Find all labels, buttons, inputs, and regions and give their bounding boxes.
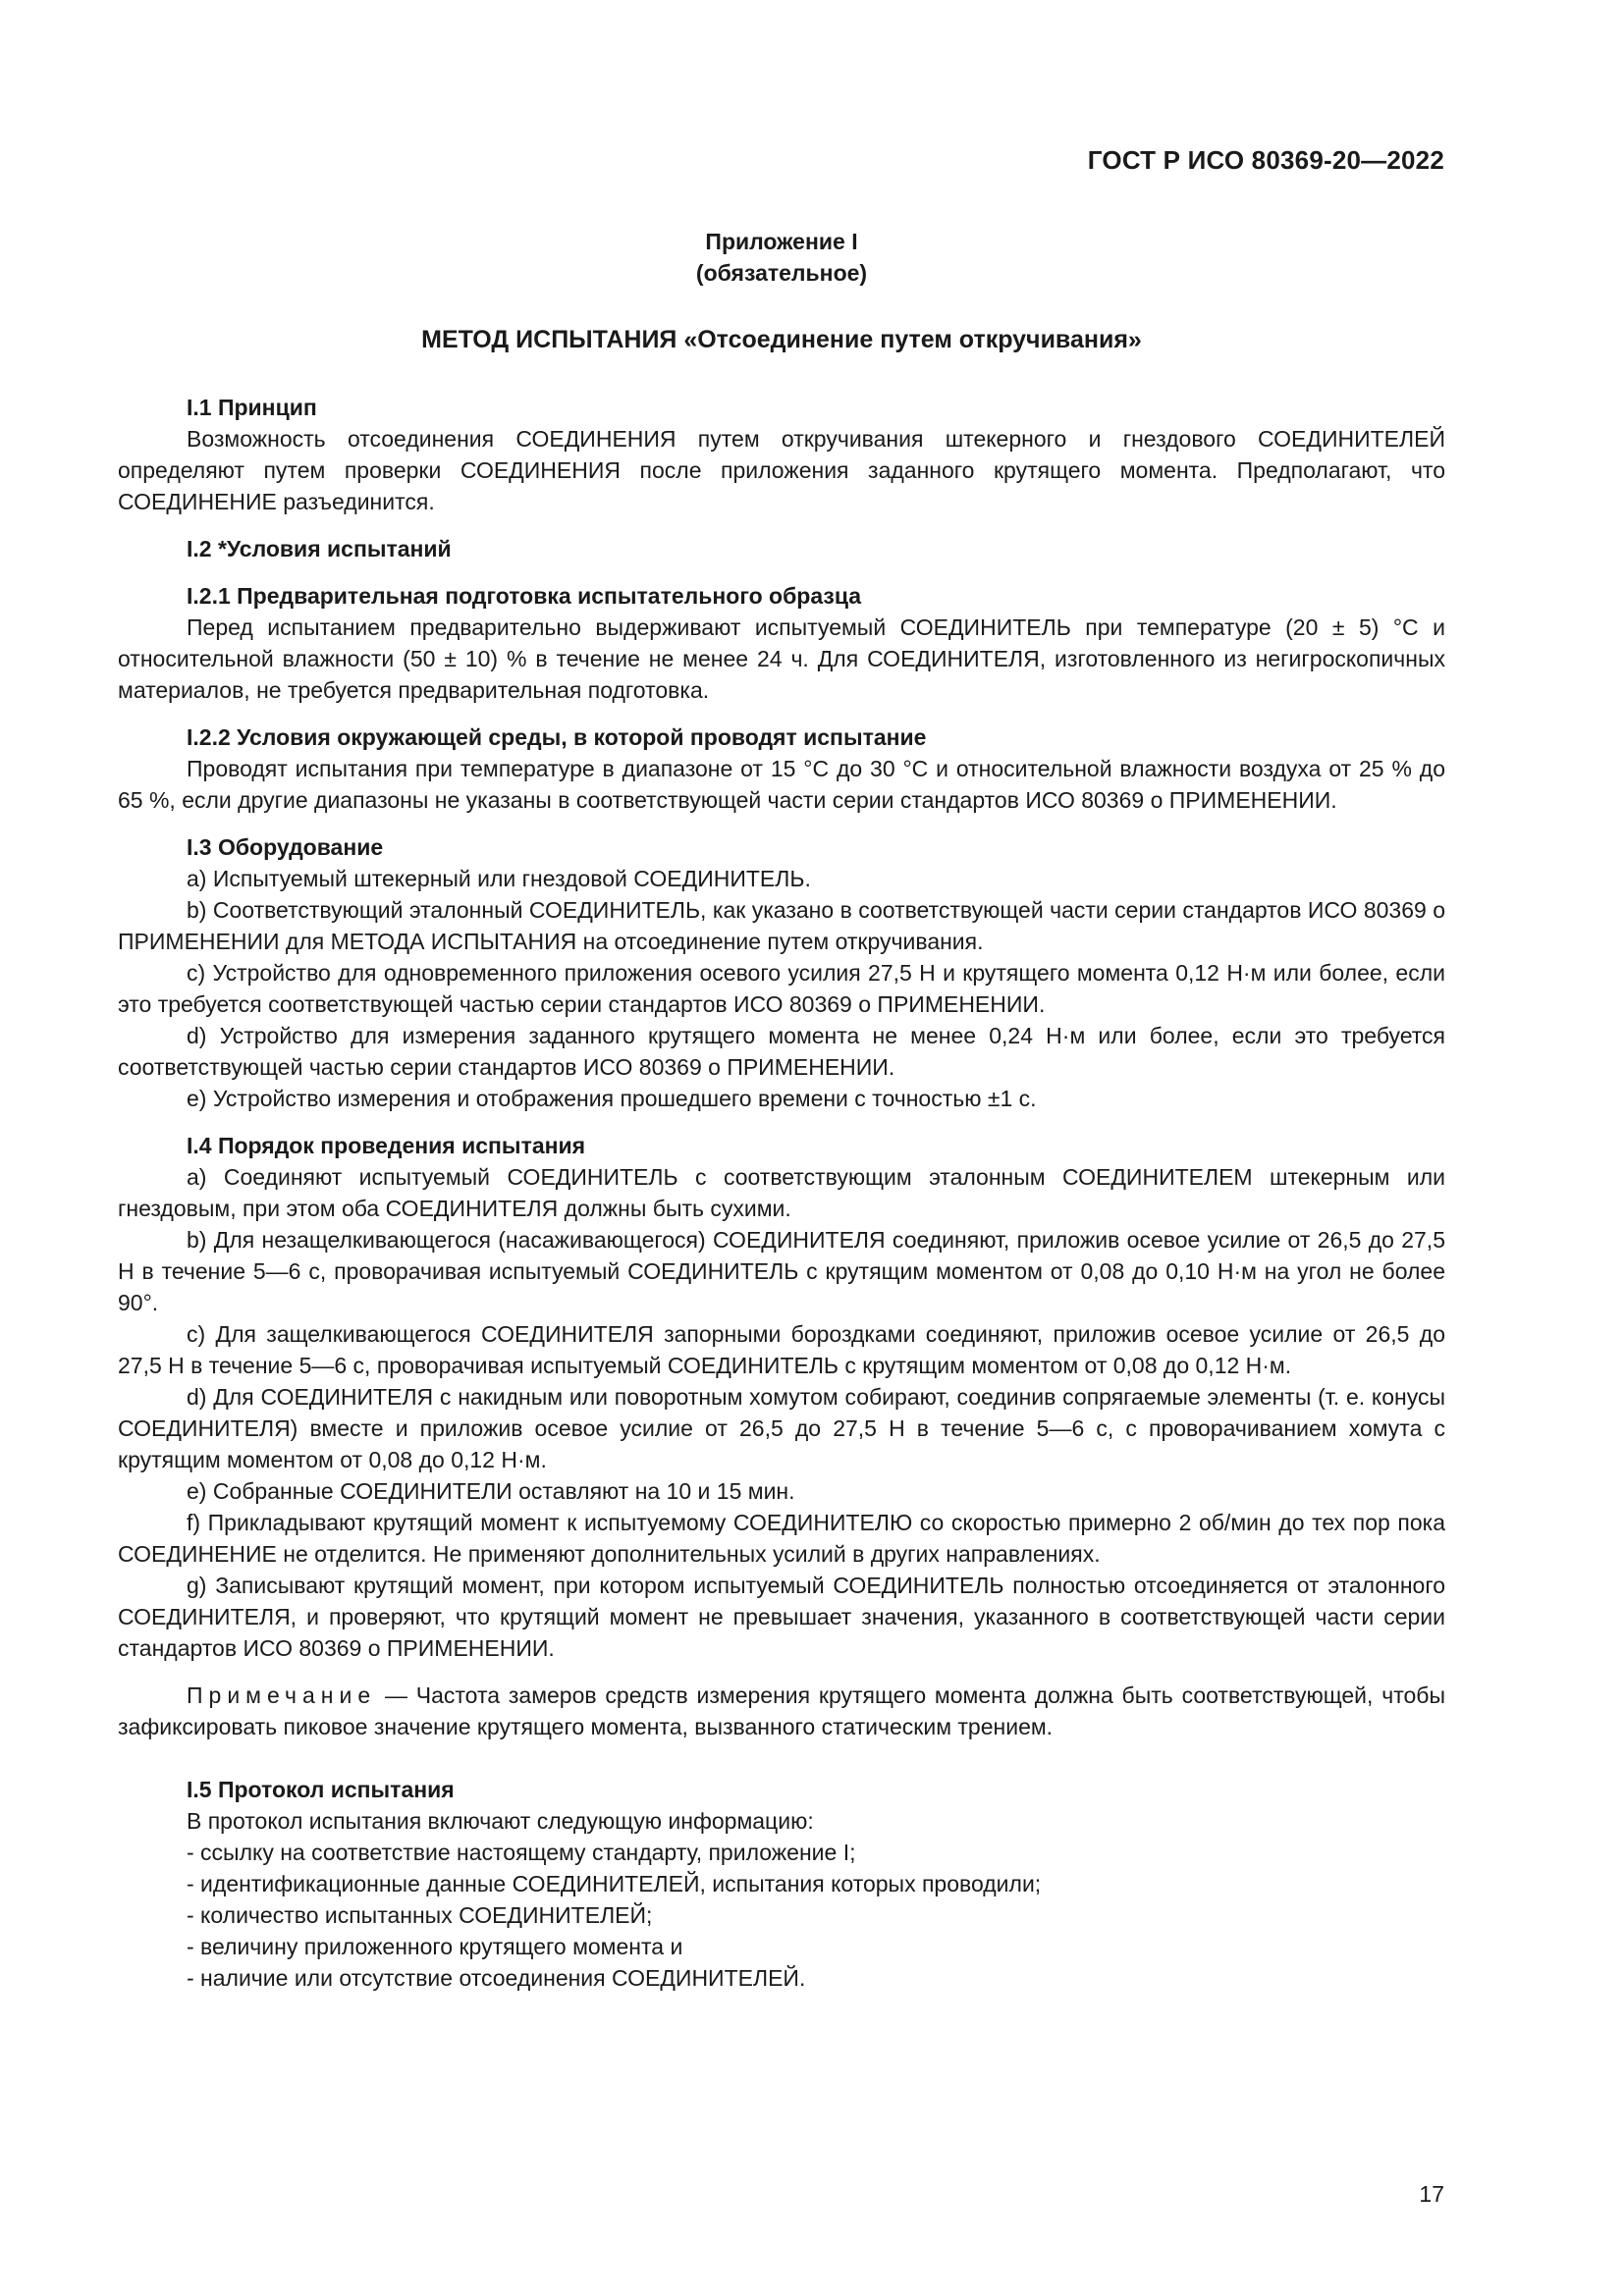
paragraph: Возможность отсоединения СОЕДИНЕНИЯ путем откручивания штекерного и гнездового СОЕДИНИТЕЛЕЙ определяют путем проверки СОЕДИНЕНИЯ после приложения заданного крутящего момента. Предполагают, что СОЕДИНЕНИЕ разъединится. (118, 426, 1445, 514)
list-item: - ссылку на соответствие настоящему стандарту, приложение I; (187, 1840, 856, 1865)
list-item: а) Испытуемый штекерный или гнездовой СОЕДИНИТЕЛЬ. (187, 866, 811, 891)
section-heading: I.2 *Условия испытаний (187, 536, 452, 561)
paragraph: В протокол испытания включают следующую информацию: (187, 1808, 814, 1834)
list-item: - величину приложенного крутящего момента и (187, 1934, 683, 1959)
list-item: - количество испытанных СОЕДИНИТЕЛЕЙ; (187, 1902, 653, 1928)
list-item: с) Устройство для одновременного приложения осевого усилия 27,5 Н и крутящего момента 0,12 Н·м или более, если это требуется соответствующей частью серии стандартов ИСО 80369 о ПРИМЕНЕНИИ. (118, 960, 1445, 1017)
method-title: МЕТОД ИСПЫТАНИЯ «Отсоединение путем откручивания» (421, 326, 1142, 353)
annex-status: (обязательное) (695, 260, 868, 286)
paragraph: Перед испытанием предварительно выдерживают испытуемый СОЕДИНИТЕЛЬ при температуре (20 ± 5) °С и относительной влажности (50 ± 10) % в течение не менее 24 ч. Для СОЕДИНИТЕЛЯ, изготовленного из негигроскопичных материалов, не требуется предварительная подготовка. (118, 614, 1445, 703)
section-heading: I.3 Оборудование (187, 834, 384, 860)
section-heading: I.4 Порядок проведения испытания (187, 1133, 586, 1158)
note-label: Примечание (187, 1682, 377, 1708)
annex-title: Приложение I (705, 229, 858, 254)
list-item: f) Прикладывают крутящий момент к испытуемому СОЕДИНИТЕЛЮ со скоростью примерно 2 об/мин до тех пор пока СОЕДИНЕНИЕ не отделится. Не применяют дополнительных усилий в других направлениях. (118, 1510, 1445, 1567)
note-text: — Частота замеров средств измерения крутящего момента должна быть соответствующей, чтобы зафиксировать пиковое значение крутящего момента, вызванного статическим трением. (118, 1682, 1445, 1739)
paragraph: Проводят испытания при температуре в диапазоне от 15 °С до 30 °С и относительной влажности воздуха от 25 % до 65 %, если другие диапазоны не указаны в соответствующей части серии стандартов ИСО 80369 о ПРИМЕНЕНИИ. (118, 756, 1445, 813)
list-item: b) Соответствующий эталонный СОЕДИНИТЕЛЬ, как указано в соответствующей части серии стандартов ИСО 80369 о ПРИМЕНЕНИИ для МЕТОДА ИСПЫТАНИЯ на отсоединение путем откручивания. (118, 897, 1445, 954)
section-heading: I.2.1 Предварительная подготовка испытательного образца (187, 583, 862, 609)
section-heading: I.2.2 Условия окружающей среды, в которой проводят испытание (187, 724, 927, 750)
list-item: d) Для СОЕДИНИТЕЛЯ с накидным или поворотным хомутом собирают, соединив сопрягаемые элементы (т. е. конусы СОЕДИНИТЕЛЯ) вместе и приложив осевое усилие от 26,5 до 27,5 Н в течение 5—6 с, с проворачиванием хомута с крутящим моментом от 0,08 до 0,12 Н·м. (118, 1384, 1445, 1472)
page-number: 17 (1419, 2181, 1444, 2207)
list-item: d) Устройство для измерения заданного крутящего момента не менее 0,24 Н·м или более, если это требуется соответствующей частью серии стандартов ИСО 80369 о ПРИМЕНЕНИИ. (118, 1023, 1445, 1080)
standard-code: ГОСТ Р ИСО 80369-20—2022 (1087, 145, 1444, 175)
list-item: с) Для защелкивающегося СОЕДИНИТЕЛЯ запорными бороздками соединяют, приложив осевое усилие от 26,5 до 27,5 Н в течение 5—6 с, проворачивая испытуемый СОЕДИНИТЕЛЬ с крутящим моментом от 0,08 до 0,12 Н·м. (118, 1321, 1445, 1378)
section-heading: I.5 Протокол испытания (187, 1777, 455, 1802)
list-item: g) Записывают крутящий момент, при котором испытуемый СОЕДИНИТЕЛЬ полностью отсоединяется от эталонного СОЕДИНИТЕЛЯ, и проверяют, что крутящий момент не превышает значения, указанного в соответствующей части серии стандартов ИСО 80369 о ПРИМЕНЕНИИ. (118, 1573, 1445, 1661)
list-item: - идентификационные данные СОЕДИНИТЕЛЕЙ, испытания которых проводили; (187, 1871, 1042, 1896)
list-item: е) Устройство измерения и отображения прошедшего времени с точностью ±1 с. (187, 1086, 1037, 1111)
note (118, 1680, 1445, 1742)
list-item: а) Соединяют испытуемый СОЕДИНИТЕЛЬ с соответствующим эталонным СОЕДИНИТЕЛЕМ штекерным или гнездовым, при этом оба СОЕДИНИТЕЛЯ должны быть сухими. (118, 1164, 1445, 1221)
list-item: - наличие или отсутствие отсоединения СОЕДИНИТЕЛЕЙ. (187, 1965, 806, 1991)
list-item: b) Для незащелкивающегося (насаживающегося) СОЕДИНИТЕЛЯ соединяют, приложив осевое усилие от 26,5 до 27,5 Н в течение 5—6 с, проворачивая испытуемый СОЕДИНИТЕЛЬ с крутящим моментом от 0,08 до 0,10 Н·м на угол не более 90°. (118, 1227, 1445, 1315)
document-body (118, 226, 1445, 1994)
list-item: е) Собранные СОЕДИНИТЕЛИ оставляют на 10 и 15 мин. (187, 1478, 795, 1504)
section-heading: I.1 Принцип (187, 395, 317, 420)
